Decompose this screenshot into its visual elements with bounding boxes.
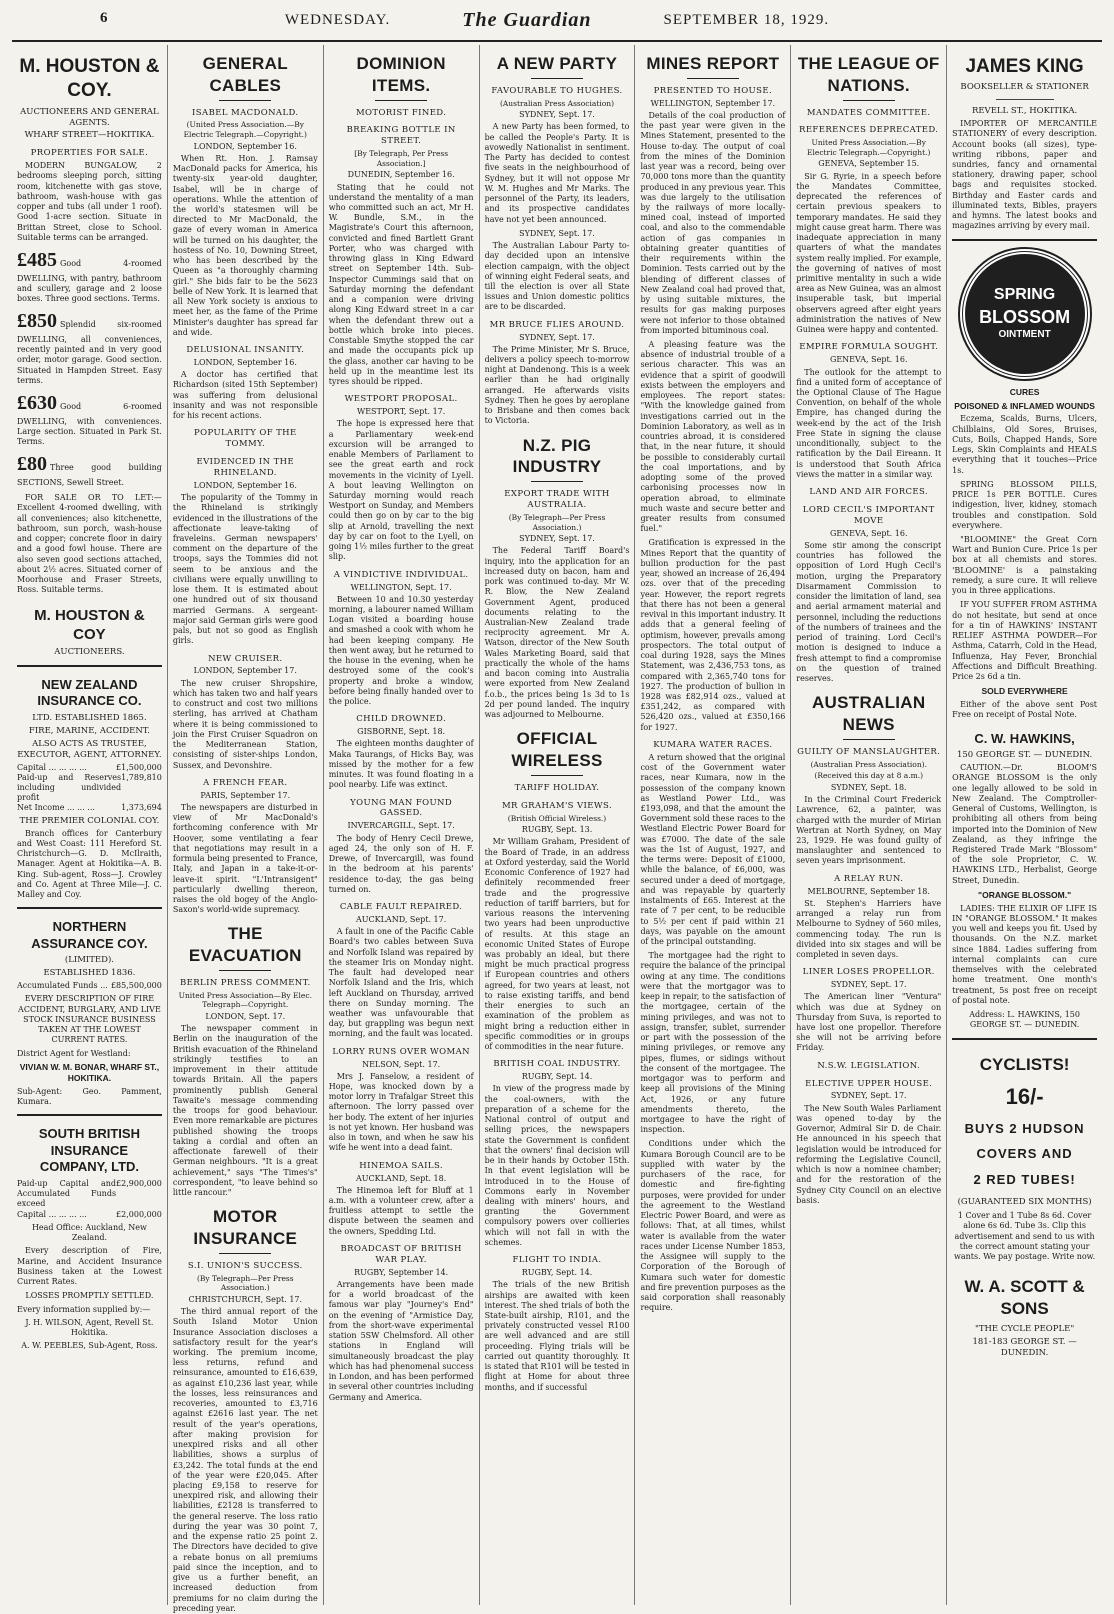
article-dateline: AUCKLAND, Sept. 18. xyxy=(356,1173,447,1183)
article-title: KUMARA WATER RACES. xyxy=(653,739,773,750)
article-source: (United Press Association.—By Electric Telegraph.—Copyright.) xyxy=(183,120,307,139)
article-source: United Press Association.—By Electric Telegraph.—Copyright.) xyxy=(807,138,931,157)
article-dateline: LONDON, September 17. xyxy=(193,666,297,676)
listing-485 xyxy=(17,248,162,304)
article-body: In the Criminal Court Frederick Lawrence, 62, a painter, was charged with the murder of Mirian Wertran at North Sydney, on May 23, 1929. He was found guilty of manslaughter and sentenced to seven years imprisonment. xyxy=(796,795,942,866)
sb-capital-value: £2,000,000 xyxy=(116,1209,162,1219)
modern-bungalow-listing: MODERN BUNGALOW, 2 bedrooms sleeping porch, sitting room, kitchenette with gas stove, bathroom, wash-house with gas copper and tubs (all under 1 roof). Good 1-acre section. Situate in Brittan Street, close to School. Suitable terms can be arranged. xyxy=(17,161,162,242)
section-heading: THE EVACUATION xyxy=(188,924,302,966)
sb-capital-row xyxy=(17,1210,162,1220)
cures-text: Eczema, Scalds, Burns, Ulcers, Chilblains, Old Sores, Bruises, Cuts, Boils, Chapped Hands, Sore Legs, Skin Complaints and HEALS everything that it touches—Price 1s. xyxy=(952,414,1098,475)
heading-rule xyxy=(531,775,583,776)
article-body: Some stir among the conscript countries has followed the opposition of Lord Hugh Cecil's motion, urging the Preparatory Disarmament Commission to consider the limitation of land, sea and aerial armament material and personnel, including the reductions of the numbers of trainees and the period of training. Lord Cecil's motion is designed to induce a fresh attempt to find a compromise on the question of trained reserves. xyxy=(796,540,942,684)
sb-every: Every description of Fire, Marine, and Accident Insurance Business taken at the Lowest Current Rates. xyxy=(17,1246,162,1287)
article-source: (By Telegraph—Per Press Association.) xyxy=(508,512,606,532)
article-body: Details of the coal production of the past year were given in the Mines Statement, presented to the House to-day. The output of coal from the mines of the Dominion last year was a record, being over 70,000 tons more than the quantity produced in any previous year. This was due largely to the utilisation by the railways of more locally-mined coal, instead of imported coal, and also to the commendable action of gas companies in obtaining greater quantities of their requirements within the Dominion. Tests carried out by the blending of different classes of New Zealand coal had proved that, by using suitable mixtures, the results for gas making purposes were not inferior to those obtained from imported bituminous coal. xyxy=(640,110,786,335)
cyclists-heading: CYCLISTS! xyxy=(979,1054,1070,1074)
article-subtitle: ELECTIVE UPPER HOUSE. xyxy=(805,1078,933,1089)
section-heading: N.Z. PIG INDUSTRY xyxy=(512,435,602,477)
article-title: LINER LOSES PROPELLOR. xyxy=(802,967,935,978)
article-body: The body of Henry Cecil Drewe, aged 24, the only son of H. F. Drewe, of Invercargill, was found in the bedroom at his parents' residence to-day, the gas being turned on. xyxy=(328,833,474,894)
ladies-address: Address: L. HAWKINS, 150 GEORGE ST. — DUNEDIN. xyxy=(969,1010,1080,1030)
houston-ad-address: WHARF STREET—HOKITIKA. xyxy=(24,130,155,141)
column-1 xyxy=(12,45,167,1605)
columns xyxy=(12,45,1102,1613)
article-title: LAND AND AIR FORCES. xyxy=(809,487,929,498)
article-dateline: DUNEDIN, September 16. xyxy=(347,170,455,180)
listing-80-price: £80 xyxy=(17,453,47,476)
article-body: Conditions under which the Kumara Borough Council are to be supplied with water by the purchasers of the race, for domestic and fire-fighting purposes, were provided for under the agreement to the Westland Electric Power Board, and were as follows: That, at all times, whilst water is available from the water races under License Number 1853, the Assignee will supply to the Corporation of the Borough of Kumara such water for domestic and fire prevention purposes as the said corporation shall reasonably require. xyxy=(640,1139,786,1313)
article-dateline: GENEVA, Sept. 16. xyxy=(829,355,908,365)
article-title: BROADCAST OF BRITISH WAR PLAY. xyxy=(340,1243,462,1265)
article-body: A return showed that the original cost of the Government water races, near Kumara, now in the possession of the company known as Westland Power Ltd., was £193,098, and that the amount the Government sold these races to the Westland Electric Power Board for was £7000. The date of the sale was the 1st of August, 1927, and the terms were: Deposit of £1000, while the balance, of £6,000, was secured under a deed of mortgage, and was repayable by quarterly instalments of £65. Interest at the rate of 7 per cent, to be reducible to 5½ per cent if paid within 21 days, was payable on the amount of the principal outstanding. xyxy=(640,752,786,947)
seal-line-3: OINTMENT xyxy=(998,328,1051,340)
northern-established: ESTABLISHED 1836. xyxy=(43,968,136,979)
article-title: POPULARITY OF THE TOMMY. xyxy=(193,428,297,450)
sold-everywhere: SOLD EVERYWHERE xyxy=(981,686,1068,697)
article-dateline: SYDNEY, Sept. 17. xyxy=(519,332,595,342)
listing-630 xyxy=(17,391,162,447)
article-title: WESTPORT PROPOSAL. xyxy=(344,394,458,405)
article-body: The mortgagee had the right to require the balance of the principal owing at any time. The conditions were that the mortgagor was to keep in repair, to the satisfaction of the mortgagee, certain of the mining privileges, and was not to assign, transfer, sublet, surrender or part with the possession of the mining privileges, or remove any pipes, flumes, or sidings without the consent of the mortgagee. The mortgagor was to perform and keep all provisions of the Mining Act, 1926, or any future amendments thereto, the mortgagee to have the right of inspection. xyxy=(640,951,786,1135)
nz-capital-label: Capital ... ... ... ... xyxy=(17,762,87,772)
northern-funds-label: Accumulated Funds ... xyxy=(17,981,108,991)
james-king-text: IMPORTER OF MERCANTILE STATIONERY of every description. Account books (all sizes), type-writing ribbons, paper and sundries, fancy and ornamental stationery, drawing paper, school bags and requisites stocked. Birthday and Easter cards and illuminated texts, Bibles, prayers and hymns. The latest books and magazines arriving by every mail. xyxy=(952,119,1098,231)
divider xyxy=(17,665,162,667)
article-dateline: INVERCARGILL, Sept. 17. xyxy=(347,821,455,831)
houston-ad-2-subtitle: AUCTIONEERS. xyxy=(54,646,125,657)
hawkins-name: C. W. HAWKINS, xyxy=(974,730,1075,746)
article-body: The hope is expressed here that a Parliamentary week-end excursion will be arranged to enable Members of Parliament to see the great earth and rock movements in the vicinity of Lyell. A bout leaving Wellington on Saturday morning would reach Westport on Sunday, and Members could then go on by car to the big slip at Arnold, travelling the next day by car on foot to the Lyell, on going 1½ miles further to the great slip. xyxy=(328,419,474,562)
james-king-title: JAMES KING xyxy=(965,56,1084,77)
cyclists-order-text: 1 Cover and 1 Tube 8s 6d. Cover alone 6s 6d. Tube 3s. Clip this advertisement and send to us with the correct amount stating your wants. We pay postage. Write now. xyxy=(954,1211,1096,1262)
nz-paid-row xyxy=(17,773,162,804)
column-5 xyxy=(634,45,790,1605)
listing-630-price: £630 xyxy=(17,392,57,415)
article-title: BRITISH COAL INDUSTRY. xyxy=(493,1059,621,1070)
cures-subheading: POISONED & INFLAMED WOUNDS xyxy=(954,400,1095,411)
heading-rule xyxy=(687,78,739,79)
nz-income-value: 1,373,694 xyxy=(121,803,162,813)
spring-blossom-seal xyxy=(960,249,1090,379)
james-king-address: REVELL ST., HOKITIKA. xyxy=(971,106,1078,117)
divider xyxy=(17,907,162,909)
column-3 xyxy=(323,45,479,1605)
article-title: NEW CRUISER. xyxy=(208,653,283,664)
cures-heading: CURES xyxy=(1009,386,1040,397)
article-body: The New South Wales Parliament was opened to-day by the Governor, Admiral Sir D. de Chair. He announced in his speech that legislation would be introduced for reforming the Legislative Council, which is now a nominee chamber; and for the restoration of the Sydney City Council on an elective basis. xyxy=(796,1103,942,1205)
heading-rule xyxy=(843,739,895,740)
heading-rule xyxy=(531,78,583,79)
article-dateline: GENEVA, Sept. 16. xyxy=(829,528,908,538)
caution-text: CAUTION.—Dr. BLOOM'S ORANGE BLOSSOM is the only one legally allowed to be sold in New Zealand. The Comptroller-General of Customs, Wellington, is prohibiting all others from being imported into the Dominion of New Zealand, as they infringe the Registered Trade Mark "Blossom" of the sole Proprietor, C. W. HAWKINS LTD., Herbalist, George Street, Dunedin. xyxy=(952,763,1098,885)
article-title: DELUSIONAL INSANITY. xyxy=(186,345,305,356)
article-dateline: LONDON, September 16. xyxy=(193,357,297,367)
sb-losses: LOSSES PROMPTLY SETTLED. xyxy=(25,1291,154,1301)
article-title: HINEMOA SAILS. xyxy=(359,1160,443,1171)
scott-address: 181-183 GEORGE ST. — DUNEDIN. xyxy=(972,1336,1077,1358)
scott-subtitle: "THE CYCLE PEOPLE" xyxy=(974,1323,1075,1334)
article-body: When Rt. Hon. J. Ramsay MacDonald packs for America, his twenty-six year-old daughter, Isabel, will be in charge of operations. While the attention of the world's statesmen will be directed to Mr MacDonald, the gaze of every woman in America will be turned on his daughter, the hostess of No. 10, Downing Street, who has been described by the Queen as "a thoroughly charming girl." She bids fair to be the 5623 belle of New York. It is learned that all New York society is anxious to meet her, as the fame of the Prime Minister's daughter has spread far and wide. xyxy=(172,153,318,337)
heading-rule xyxy=(843,100,895,101)
properties-heading: PROPERTIES FOR SALE. xyxy=(30,148,149,159)
nz-insurance-trustee: ALSO ACTS AS TRUSTEE, EXECUTOR, AGENT, ATTORNEY. xyxy=(17,738,162,760)
article-body: The Federal Tariff Board's inquiry, into the application for an increased duty on bacon, ham and pork was continued to-day. Mr W. R. Blow, the New Zealand Government Agent, produced documents relating to the Australian-New Zealand trade reciprocity agreement. Mr A. Watson, director of the New South Wales Marketing Board, said that practically the whole of the hams and bacon coming into Australia were exported from New Zealand f.o.b., the prices being 1s 3d to 1s 2d per pound landed. The inquiry was adjourned to Melbourne. xyxy=(484,546,630,720)
houston-ad-subtitle: AUCTIONEERS AND GENERAL AGENTS. xyxy=(20,106,159,128)
seal-line-2: BLOSSOM xyxy=(979,306,1071,327)
nz-branch-offices: Branch offices for Canterbury and West Coast: 111 Hereford St. Christchurch—G. D. McIlraith, Manager. Agent at Hokitika—A. B. King. Sub-agent, Ross—J. Crowley and Co. Agent at Three Mile—J. C. Malley and Coy. xyxy=(17,828,162,899)
section-heading: MINES REPORT xyxy=(646,54,780,73)
ladies-text: LADIES: THE ELIXIR OF LIFE IS IN "ORANGE BLOSSOM." It makes you well and keeps you fit. Used by thousands. On the N.Z. market since 1884. Ladies suffering from internal complaints can cure themselves with the celebrated home treatment. One month's treatment, 5s post free on receipt of postal note. xyxy=(952,903,1098,1005)
article-dateline: SYDNEY, Sept. 17. xyxy=(519,534,595,544)
article-dateline: PARIS, September 17. xyxy=(200,790,291,800)
orange-blossom-title: "ORANGE BLOSSOM." xyxy=(978,889,1072,900)
article-body: Stating that he could not understand the mentality of a man who committed such an act, Mr H. W. Bundle, S.M., in the Magistrate's Court this afternoon, convicted and fined Bartlett Grant Porter, who was charged with throwing glass in King Edward street on September 14th. Sub-Inspector Cummings said that on Saturday morning the defendant and a companion were driving along King Edward street in a car when the defendant threw out a bottle which broke into pieces. Constable Smythe stopped the car and made the occupants pick up the glass, another car having to be held up in the meantime lest its tyres should be ripped. xyxy=(328,182,474,386)
section-heading: GENERAL CABLES xyxy=(202,54,288,95)
article-dateline: WELLINGTON, September 17. xyxy=(650,98,776,108)
nz-income-label: Net Income ... ... ... xyxy=(17,803,95,813)
article-title: CHILD DROWNED. xyxy=(356,714,447,725)
article-title: LORRY RUNS OVER WOMAN xyxy=(332,1046,470,1057)
article-title: FLIGHT TO INDIA. xyxy=(512,1255,602,1266)
bloomine-text: "BLOOMINE" the Great Corn Wart and Bunion Cure. Price 1s per box at all chemists and stores. 'BLOOMINE' is a painstaking remedy, a sure cure. It will relieve you in three applications. xyxy=(952,534,1098,596)
masthead-date: SEPTEMBER 18, 1929. xyxy=(663,11,830,28)
cyclists-guarantee: (GUARANTEED SIX MONTHS) xyxy=(957,1197,1092,1208)
page-number: 6 xyxy=(100,10,109,26)
article-title: S.I. UNION'S SUCCESS. xyxy=(187,1260,303,1271)
northern-funds-value: £85,500,000 xyxy=(110,981,162,991)
article-body: The eighteen months daughter of Maka Taurangs, of Hicks Bay, was missed by the mother for a few minutes. It was found floating in a pool nearby. Life was extinct. xyxy=(328,739,474,790)
article-body: In view of the progress made by the coal-owners, with the preparation of a scheme for the National control of output and selling prices, the newspapers state the Government is confident that the owners' final decision will be in their hands by October 15th. In that event legislation will be introduced in to the House of Commons early in November dealing with miners' hours, and granting the Government compulsory powers over collieries which will not fall in with the schemes. xyxy=(484,1084,630,1247)
nz-insurance-title: NEW ZEALAND INSURANCE CO. xyxy=(37,676,142,709)
article-dateline: WELLINGTON, Sept. 17. xyxy=(350,582,452,592)
masthead xyxy=(12,0,1102,42)
article-body: The American liner "Ventura" which was due at Sydney on Thursday from Suva, is reported to have lost one propellor. Therefore she will not be arriving before Friday. xyxy=(796,992,942,1053)
listing-850-price: £850 xyxy=(17,310,57,333)
article-dateline: LONDON, September 16. xyxy=(193,480,297,490)
article-dateline: RUGBY, Sept. 14. xyxy=(521,1072,593,1082)
houston-ad-2-title: M. HOUSTON & COY xyxy=(34,606,145,643)
article-dateline: SYDNEY, Sept. 17. xyxy=(830,1091,907,1101)
for-sale-or-let: FOR SALE OR TO LET:—Excellent 4-roomed dwelling, with all conveniences; also kitchenette, bathroom, sun porch, wash-house and copper; concrete floor in dairy and a good fowl house. There are also seven good sections attached, about 2½ acres. Situated corner of Moorhouse and Fraser Streets, Ross. Suitable terms. xyxy=(17,493,162,595)
northern-funds-row xyxy=(17,981,162,991)
section-heading: OFFICIAL WIRELESS xyxy=(511,729,603,771)
section-heading: A NEW PARTY xyxy=(496,54,618,73)
article-received: (Received this day at 8 a.m.) xyxy=(814,771,924,781)
article-title: CABLE FAULT REPAIRED. xyxy=(339,901,463,912)
section-heading: AUSTRALIAN NEWS xyxy=(811,693,926,734)
divider xyxy=(17,1114,162,1116)
article-subtitle: MR GRAHAM'S VIEWS. xyxy=(501,800,613,811)
article-title: YOUNG MAN FOUND GASSED. xyxy=(350,797,453,819)
masthead-day: WEDNESDAY. xyxy=(284,11,391,28)
article-dateline: LONDON, September 16. xyxy=(193,141,297,151)
northern-every: EVERY DESCRIPTION OF FIRE ACCIDENT, BURGLARY, AND LIVE STOCK INSURANCE BUSINESS TAKEN AT THE LOWEST CURRENT RATES. xyxy=(18,994,161,1045)
listing-80-text: Three good building SECTIONS, Sewell Street. xyxy=(17,463,162,487)
scott-title: W. A. SCOTT & SONS xyxy=(964,1277,1085,1319)
sb-peebles: A. W. PEEBLES, Sub-Agent, Ross. xyxy=(21,1341,158,1351)
article-title: PRESENTED TO HOUSE. xyxy=(653,85,773,96)
article-title: A VINDICTIVE INDIVIDUAL. xyxy=(333,569,469,580)
article-dateline: GISBORNE, Sept. 18. xyxy=(357,727,446,737)
section-heading: DOMINION ITEMS. xyxy=(356,54,446,95)
cyclists-buys: BUYS 2 HUDSON xyxy=(964,1120,1085,1136)
article-body: Between 10 and 10.30 yesterday morning, a labourer named William Logan visited a boarding house and smashed a cook with whom he had been keeping company. He then went away, but he returned to the house in the evening, when he destroyed some of the cook's property and broke a window, before being finally handed over to the police. xyxy=(328,594,474,707)
article-title: ISABEL MACDONALD. xyxy=(192,107,299,118)
article-body: Gratification is expressed in the Mines Report that the quantity of bullion production for the past year, showed an increase of 26,494 ozs. over that of the preceding year. However, the report regrets that there has not been a general revival in this important industry. It adds that a general feeling of optimism, however, prevails among prospectors. The total output of coal during 1928, says the Mines Statement, was 2,436,753 tons, as compared with 2,365,740 tons for 1927. The production of bullion in 1928 was £82,914 ozs., valued at £351,242, as compared with 526,420 ozs., valued at £350,166 for 1927. xyxy=(640,538,786,732)
article-title: A FRENCH FEAR. xyxy=(203,777,288,788)
nz-capital-value: £1,500,000 xyxy=(116,762,162,772)
article-body: A pleasing feature was the absence of industrial trouble of a serious character. This was an evidence that a spirit of goodwill exists between the employers and employees. The report states: "With the knowledge gained from investigations carried out in the Dominion Laboratory, as well as in countries abroad, it is considered that, in the near future, it should be possible to considerably curtail the coal importations, and by adopting some of the proved carbonising processes now in operation abroad, to eliminate much waste and secure better and greater results from consumed fuel." xyxy=(640,340,786,534)
nz-premier: THE PREMIER COLONIAL COY. xyxy=(19,815,160,826)
heading-rule xyxy=(219,100,271,101)
article-body: Mr William Graham, President of the Board of Trade, in an address at Oxford yesterday, said the World Economic Conference of 1927 had definitely recommended freer trade and the progressive reduction of tariff barriers, but for various reasons the intervening two years had been unproductive of results. At this stage an economic United States of Europe was probably an ideal, but there might be much practical progress if European countries and others agreed, for two years at least, not to raise existing tariffs, and bend their energies to such an examination of the problem as might bring a reduction either in specific commodities or in groups of commodities in the near future. xyxy=(484,837,630,1052)
article-dateline: GENEVA, September 15. xyxy=(818,159,920,169)
nz-capital-row xyxy=(17,763,162,773)
article-title: TARIFF HOLIDAY. xyxy=(514,782,600,793)
heading-rule xyxy=(219,1253,271,1254)
northern-agent-label: District Agent for Westland: xyxy=(17,1048,131,1058)
article-body: The new cruiser Shropshire, which has taken two and half years to construct and cost two millions sterling, has arrived at Chatham where it is being commissioned to join the First Cruiser Squadron on the Mediterranean Station, consisting of sister-ships London, Sussex, and Devonshire. xyxy=(172,678,318,770)
south-british-title: SOUTH BRITISH INSURANCE COMPANY, LTD. xyxy=(38,1126,140,1175)
article-dateline: CHRISTCHURCH, Sept. 17. xyxy=(188,1294,303,1304)
asthma-text: IF YOU SUFFER FROM ASTHMA do not hesitate, but send at once for a tin of HAWKINS' INSTANT RELIEF ASTHMA POWDER—For Asthma, Catarrh, Cold in the Head, Influenza, Hay Fever, Bronchial Affections and Difficult Breathing. Price 2s 6d a tin. xyxy=(952,600,1098,682)
james-king-subtitle: BOOKSELLER & STATIONER xyxy=(960,82,1089,93)
listing-80 xyxy=(17,452,162,488)
heading-rule xyxy=(531,481,583,482)
article-dateline: SYDNEY, Sept. 17. xyxy=(519,110,595,120)
article-dateline: SYDNEY, Sept. 18. xyxy=(830,782,907,792)
cyclists-covers: COVERS AND xyxy=(976,1146,1073,1162)
article-body: The trials of the new British airships are awaited with keen interest. The shed trials of both the State-built airship, R101, and the privately constructed vessel R100 are well advanced and are still proceeding. Flying trials will be carried out quantity thoroughly. It is stated that R101 will be tested in flight at Home for about three months, and if successful xyxy=(484,1280,630,1392)
article-source: (By Telegraph—Per Press Association.) xyxy=(196,1273,294,1293)
article-subtitle: BREAKING BOTTLE IN STREET. xyxy=(346,125,456,147)
sb-info: Every information supplied by:— xyxy=(17,1304,151,1314)
article-subtitle: LORD CECIL'S IMPORTANT MOVE xyxy=(802,504,935,526)
column-6 xyxy=(790,45,946,1605)
seal-line-1: SPRING xyxy=(993,286,1056,304)
article-body: The newspaper comment in Berlin on the inauguration of the British evacuation of the Rhineland strikingly testifies to an improvement in their attitude towards Britain. All the papers prominently publish General Tawaite's message commending the troops for good behaviour. Even more remarkable are pictures published showing the troops taking a cordial and often an affectionate farewell of their German neighbours. "It is a great achievement," says "The Times's" correspondent, "to leave behind so little rancour." xyxy=(172,1024,318,1197)
article-body: The outlook for the attempt to find a united form of acceptance of the Optional Clause of The Hague Convention, on behalf of the whole Empire, has changed during the week-end by the act of the Irish Free State in signing the clause unconditionally, subject to the ratification by the Dail Eireann. It is understood that South Africa views the matter in a similar way. xyxy=(796,367,942,479)
nz-income-row xyxy=(17,803,162,813)
article-title: EXPORT TRADE WITH AUSTRALIA. xyxy=(504,489,610,511)
article-dateline: RUGBY, September 14. xyxy=(354,1267,449,1277)
article-body: The Hinemoa left for Bluff at 1 a.m. with a volunteer crew, after a fruitless attempt to settle the dispute between the seamen and the owners, Spedding Ltd. xyxy=(328,1185,474,1236)
cyclists-tubes: 2 RED TUBES! xyxy=(973,1171,1076,1187)
sb-wilson: J. H. WILSON, Agent, Revell St. Hokitika. xyxy=(25,1317,154,1337)
listing-485-price: £485 xyxy=(17,249,57,271)
article-source: (Australian Press Association) xyxy=(499,98,615,108)
article-body: Mrs J. Fanselow, a resident of Hope, was knocked down by a motor lorry in Trafalgar Street this afternoon. The lorry passed over her body. The extent of her injuries is not yet known. Her husband was also in town, and when he saw his wife he went into a dead faint. xyxy=(328,1071,474,1153)
listing-850 xyxy=(17,309,162,386)
article-title: A RELAY RUN. xyxy=(834,873,904,884)
article-title: MR BRUCE FLIES AROUND. xyxy=(489,319,625,330)
article-title: EMPIRE FORMULA SOUGHT. xyxy=(799,342,939,353)
article-dateline: RUGBY, Sept. 13. xyxy=(521,825,593,835)
nz-paid-value: 1,789,810 xyxy=(121,772,162,782)
cyclists-price: 16/- xyxy=(1005,1084,1044,1110)
houston-ad-title: M. HOUSTON & COY. xyxy=(19,56,160,102)
divider xyxy=(996,99,1054,100)
article-body: The newspapers are disturbed in view of Mr MacDonald's forthcoming conference with Mr Hoover, some ventilating a fear that negotiations may result in a formula being presented to France, Italy, and Japan in a take-it-or-leave-it spirit. "L'Intransigent" particularly dwelling thereon, raises the old bogey of the Anglo-Saxon's world-wide supremacy. xyxy=(172,802,318,915)
column-2 xyxy=(167,45,323,1613)
article-dateline: AUCKLAND, Sept. 17. xyxy=(356,914,447,924)
pills-text: SPRING BLOSSOM PILLS, PRICE 1s PER BOTTLE. Cures indigestion, liver, kidney, stomach troubles and constipation. Sold everywhere. xyxy=(952,479,1098,530)
article-body: St. Stephen's Harriers have arranged a relay run from Melbourne to Sydney of 560 miles, commencing today. The run is divided into six stages and will be completed in seven days. xyxy=(796,898,942,959)
northern-agent: VIVIAN W. M. BONAR, WHARF ST., HOKITIKA. xyxy=(19,1061,160,1083)
nz-insurance-established: LTD. ESTABLISHED 1865. xyxy=(32,713,147,724)
article-body: A doctor has certified that Richardson (sited 15th September) was suffering from delusional insanity and was not responsible for his recent actions. xyxy=(172,370,318,421)
article-dateline: SYDNEY, Sept. 17. xyxy=(830,980,907,990)
article-source: (British Official Wireless.) xyxy=(507,813,607,823)
article-title: MOTORIST FINED. xyxy=(355,107,447,118)
listing-630-text: Good 6-roomed DWELLING, with conveniences. Large section. Situated in Park St. Terms. xyxy=(17,402,162,447)
sb-paid-value: £2,900,000 xyxy=(116,1178,162,1188)
article-dateline: SYDNEY, Sept. 17. xyxy=(519,228,595,238)
column-4 xyxy=(479,45,635,1605)
nz-insurance-lines: FIRE, MARINE, ACCIDENT. xyxy=(28,725,150,736)
article-subtitle: REFERENCES DEPRECATED. xyxy=(799,125,939,136)
heading-rule xyxy=(219,970,271,971)
article-body: The popularity of the Tommy in the Rhineland is strikingly evidenced in the illustrations of the affectionate leave-taking of fraveleins. German newspapers' comment on the departure of the troops, says the Tommies did not seem to be anxious and the civilians were equally unwilling to lose them. It is estimated about one hundred out of six thousand married Germans. A sergeant-major said German girls were good pals, but not so good as English girls. xyxy=(172,493,318,646)
article-source: United Press Association—By Elec. Telegraph—Copyright. xyxy=(178,990,312,1010)
article-body: The Prime Minister, Mr S. Bruce, delivers a policy speech to-morrow night at Dandenong. This is a week earlier than he had originally arranged. He afterwards visits Sydney. Then he goes by aeroplane to Brisbane and then comes back to Victoria. xyxy=(484,344,630,426)
article-subtitle: EVIDENCED IN THE RHINELAND. xyxy=(196,457,295,478)
listing-485-text: Good 4-roomed DWELLING, with pantry, bathroom and scullery, garage and 2 loose boxes. Three good sections. Terms. xyxy=(17,259,162,304)
article-source: [By Telegraph, Per Press Association.] xyxy=(354,149,449,168)
nz-paid-label: Paid-up and Reserves including undivided profit xyxy=(17,772,122,803)
article-dateline: MELBOURNE, September 18. xyxy=(807,886,930,896)
article-body: The third annual report of the South Island Motor Union Insurance Association discloses a satisfactory result for the year's working. The premium income, less returns, refund and reinsurance, amounted to £16,639, as against £10,236 last year, while the losses, less reinsurances and recoveries, amounted to £3,716 against £2616 last year. The net result of the year's operations, after making provision for unexpired risks and all other liabilities, shows a surplus of £3,242. The total funds at the end of the year were £20,045. After placing £9,158 to reserve for unexpired risk, and allowing their liabilities, £2128 is transferred to the general reserve. The loss ratio during the year was 30 point 7, and the expense ratio 25 point 2. The Directors have decided to give a rebate bonus on all premiums paid since the inception, and to give us a further benefit, an increased deduction from premiums for no claim during the preceding year. xyxy=(172,1307,318,1613)
article-body: A new Party has been formed, to be called the People's Party. It is avowedly Nationalist in sentiment. The Party has decided to contest five seats in the neighbourhood of Sydney, but it will not oppose Mr W. M. Hughes and Mr Marks. The personnel of the Party, its leaders, and its prospective candidates have not yet been announced. xyxy=(484,122,630,224)
section-heading: THE LEAGUE OF NATIONS. xyxy=(797,54,940,95)
divider xyxy=(952,239,1097,241)
article-title: BERLIN PRESS COMMENT. xyxy=(180,977,311,988)
article-body: The Australian Labour Party to-day decided upon an intensive election campaign, with the object of winning eight Federal seats, and till the election is over all State issues and Union domestic politics are to be discarded. xyxy=(484,241,630,312)
sb-paid-row xyxy=(17,1179,162,1210)
northern-limited: (LIMITED). xyxy=(64,955,114,966)
article-dateline: RUGBY, Sept. 14. xyxy=(521,1268,593,1278)
divider xyxy=(952,1038,1097,1040)
article-title: MANDATES COMMITTEE. xyxy=(806,107,931,118)
article-source: (Australian Press Association). xyxy=(810,759,927,769)
article-dateline: WESTPORT, Sept. 17. xyxy=(356,407,446,417)
article-dateline: LONDON, Sept. 17. xyxy=(205,1012,286,1022)
northern-assurance-title: NORTHERN ASSURANCE COY. xyxy=(31,919,148,951)
article-title: N.S.W. LEGISLATION. xyxy=(817,1060,921,1071)
sb-capital-label: Capital ... ... ... ... xyxy=(17,1209,87,1219)
masthead-title: The Guardian xyxy=(462,8,592,31)
sb-head-office: Head Office: Auckland, New Zealand. xyxy=(31,1222,147,1243)
northern-subagent: Sub-Agent: Geo. Pamment, Kumara. xyxy=(17,1086,162,1106)
column-7 xyxy=(946,45,1102,1605)
section-heading: MOTOR INSURANCE xyxy=(193,1207,298,1248)
article-body: Arrangements have been made for a world broadcast of the famous war play "Journey's End" on the evening of "Armistice Day, from the short-wave experimental station 5SW Chelmsford. All other stations in England will simultaneously broadcast the play which has had phenomenal success in London, and has been performed in several other countries including Germany and America. xyxy=(328,1279,474,1402)
sb-paid-label: Paid-up Capital and Accumulated Funds exceed xyxy=(17,1178,117,1209)
article-title: FAVOURABLE TO HUGHES. xyxy=(491,85,623,96)
article-body: A fault in one of the Pacific Cable Board's two cables between Suva and Norfolk Island was repaired by the steamer Iris on Monday night. The fault had developed near Norfolk Island and the Iris, which left Auckland on Thursday, arrived there on Sunday morning. The weather was unfavourable that day, but grappling was begun next morning, and the fault was located. xyxy=(328,927,474,1039)
hawkins-address: 150 GEORGE ST. — DUNEDIN. xyxy=(956,750,1093,761)
article-title: GUILTY OF MANSLAUGHTER. xyxy=(797,746,941,757)
heading-rule xyxy=(375,100,427,101)
listing-850-text: Splendid six-roomed DWELLING, all conveniences, recently painted and in very good order, motor garage. Good section. Situated in Hampden Street. Easy terms. xyxy=(17,320,162,385)
hawkins-text: Either of the above sent Post Free on receipt of Postal Note. xyxy=(952,700,1098,720)
article-body: Sir G. Ryrie, in a speech before the Mandates Committee, deprecated the references of certain previous speakers to temporary mandates. He said they might cause great harm. There was inadequate appreciation in many quarters of what the mandates system really implied. For example, the governing of natives of most primitive mentality in such a wide area as New Guinea, was an almost insuperable task, but imperial observers agreed after eight years administration the natives of New Guinea were happy and contented. xyxy=(796,171,942,335)
article-dateline: NELSON, Sept. 17. xyxy=(362,1059,441,1069)
